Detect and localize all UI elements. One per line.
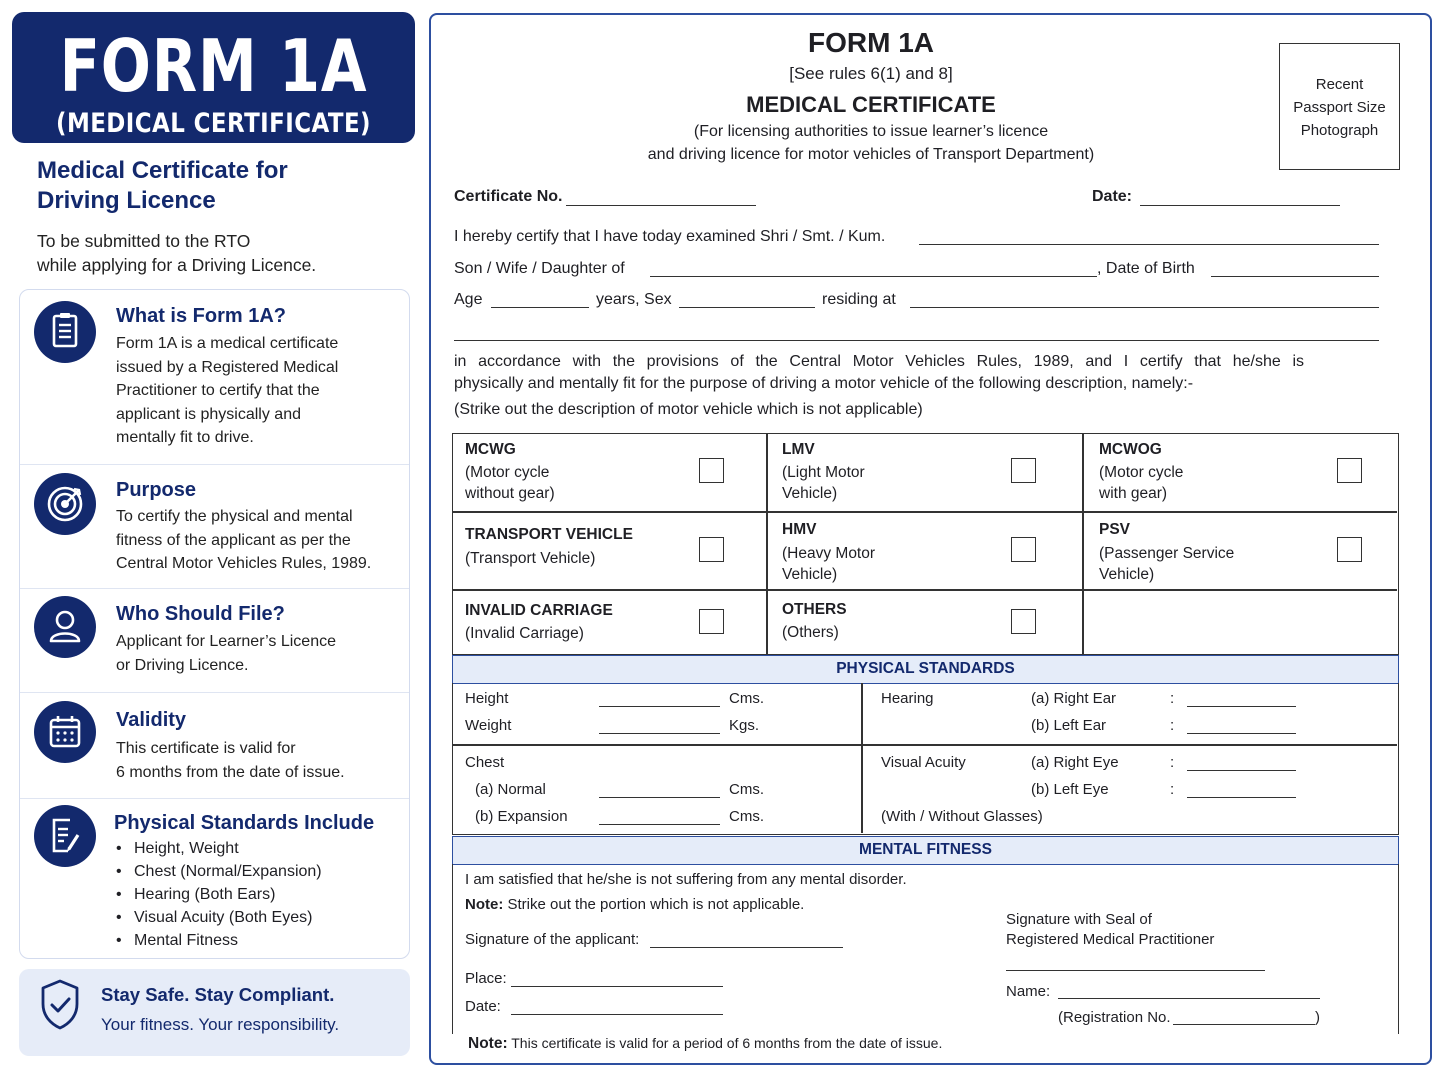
seal-label-line: Signature with Seal of [1006,911,1152,928]
practitioner-signature-field[interactable] [1006,970,1265,971]
vehicle-class-desc [465,462,665,504]
declaration-line: physically and mentally fit for the purpose of driving a motor vehicle of the following description, namely:- [454,375,1194,392]
desc-line: (Light Motor [782,464,865,481]
section-line: mentally fit to drive. [116,429,254,446]
examinee-name-field[interactable] [919,244,1379,245]
certificate-no-field[interactable] [566,205,756,206]
mental-fitness-section [452,864,1399,1034]
photo-label: Recent [1315,76,1364,93]
weight-field[interactable] [599,733,720,734]
desc-line: (Heavy Motor [782,545,876,562]
desc-line: with gear) [1099,485,1168,502]
panel-intro-line: while applying for a Driving Licence. [37,255,317,275]
left-ear-label: (b) Left Ear [1031,717,1107,734]
vehicle-class-name: OTHERS [782,601,847,618]
vehicle-class-name: LMV [782,441,815,458]
vehicle-class-name: MCWG [465,441,516,458]
section-title: Who Should File? [116,603,285,625]
seal-label-line: Registered Medical Practitioner [1006,931,1215,948]
date-label: Date: [1092,188,1133,205]
panel-heading-line: Medical Certificate for [37,157,288,184]
section-body [116,737,401,784]
section-line: Form 1A is a medical certificate [116,335,339,352]
registration-close: ) [1315,1009,1320,1026]
desc-line: (Motor cycle [465,464,550,481]
note-label: Note: [468,1035,508,1052]
strike-note: (Strike out the description of motor vehicle which is not applicable) [454,401,923,418]
compliance-banner [19,969,410,1056]
table-divider [453,511,1397,513]
left-eye-field[interactable] [1187,797,1296,798]
section-body [116,630,401,677]
chest-expansion-field[interactable] [599,824,720,825]
desc-line: Vehicle) [1099,566,1155,583]
age-label: Age [454,291,483,308]
vehicle-class-desc [465,623,665,644]
table-divider [1082,434,1084,654]
form-title-banner [12,12,415,143]
banner-title: FORM 1A [59,24,368,108]
section-title: Validity [116,709,187,731]
form-edit-icon [34,805,96,867]
colon: : [1170,690,1175,707]
address-field-line2[interactable] [454,340,1379,341]
vehicle-class-desc [465,548,665,569]
section-divider [453,744,1397,746]
note-label: Note: [465,896,504,913]
colon: : [1170,717,1175,734]
vehicle-class-name: MCWOG [1099,441,1162,458]
cms-unit: Cms. [729,690,764,707]
date-field[interactable] [511,1014,723,1015]
list-item: • Visual Acuity (Both Eyes) [116,906,322,929]
shield-check-icon [37,977,83,1033]
vehicle-class-desc [782,543,982,585]
colon: : [1170,754,1175,771]
desc-line: (Others) [782,624,839,641]
registration-no-field[interactable] [1173,1024,1315,1025]
mental-note [465,896,804,913]
standards-list [116,837,322,952]
name-label: Name: [1006,983,1051,1000]
banner-headline: Stay Safe. Stay Compliant. [101,984,335,1005]
panel-heading [37,156,397,216]
mental-statement: I am satisfied that he/she is not suffering from any mental disorder. [465,871,907,888]
age-field[interactable] [491,307,589,308]
vehicle-class-name: PSV [1099,521,1131,538]
list-item: • Chest (Normal/Expansion) [116,860,322,883]
relation-name-field[interactable] [650,276,1097,277]
section-line: To certify the physical and mental [116,508,353,525]
declaration-line: in accordance with the provisions of the Central Motor Vehicles Rules, 1989, and I certify that he/she is [454,353,1304,370]
date-field[interactable] [1140,205,1340,206]
mental-fitness-heading: MENTAL FITNESS [452,836,1399,865]
sex-label: years, Sex [596,291,672,308]
section-divider [861,683,863,833]
info-section-standards [20,799,409,960]
chest-label: Chest [465,754,505,771]
section-line: or Driving Licence. [116,656,249,674]
residing-label: residing at [822,291,896,308]
section-line: Central Motor Vehicles Rules, 1989. [116,555,372,572]
info-section-who [20,589,409,693]
practitioner-name-field[interactable] [1058,998,1320,999]
sex-field[interactable] [679,307,815,308]
left-eye-label: (b) Left Eye [1031,781,1109,798]
list-item: • Height, Weight [116,837,322,860]
document-icon [34,301,96,363]
right-ear-label: (a) Right Ear [1031,690,1117,707]
info-card [19,289,410,959]
section-title: What is Form 1A? [116,305,287,327]
desc-line: (Transport Vehicle) [465,550,596,567]
desc-line: Vehicle) [782,485,838,502]
panel-intro-line: To be submitted to the RTO [37,231,251,251]
date-label: Date: [465,998,501,1015]
dob-label: , Date of Birth [1097,260,1195,277]
chest-normal-label: (a) Normal [475,781,546,798]
desc-line: (Passenger Service [1099,545,1235,562]
vehicle-class-name: HMV [782,521,817,538]
cms-unit: Cms. [729,808,764,825]
section-line: 6 months from the date of issue. [116,763,345,781]
panel-heading-line: Driving Licence [37,187,216,214]
vehicle-class-desc [1099,462,1299,504]
photo-label: Photograph [1300,122,1379,139]
info-section-what [20,290,409,465]
left-ear-field[interactable] [1187,733,1296,734]
section-body [116,505,401,576]
panel-intro [37,229,397,277]
psv-checkbox[interactable] [1337,537,1362,562]
vehicle-class-desc [782,462,982,504]
vehicle-class-desc [782,622,982,643]
physical-standards-section [452,683,1399,835]
form-title: FORM 1A [808,27,934,58]
medical-certificate-form [429,13,1432,1065]
applicant-signature-field[interactable] [650,947,843,948]
list-item: • Hearing (Both Ears) [116,883,322,906]
place-field[interactable] [511,986,723,987]
desc-line: without gear) [465,485,555,502]
table-divider [453,589,1397,591]
certificate-no-label: Certificate No. [454,188,563,205]
info-section-validity [20,693,409,799]
section-line: issued by a Registered Medical [116,358,339,376]
transport-vehicle-checkbox[interactable] [699,537,724,562]
height-label: Height [465,690,509,707]
visual-acuity-label: Visual Acuity [881,754,966,771]
list-item: • Mental Fitness [116,929,322,952]
section-line: This certificate is valid for [116,740,296,757]
desc-line: (Motor cycle [1099,464,1184,481]
section-line: Applicant for Learner’s Licence [116,633,336,650]
note-text: Strike out the portion which is not applicable. [507,896,805,913]
kgs-unit: Kgs. [729,717,760,734]
others-checkbox[interactable] [1011,609,1036,634]
height-field[interactable] [599,706,720,707]
mcwog-checkbox[interactable] [1337,458,1362,483]
relation-label: Son / Wife / Daughter of [454,260,625,277]
desc-line: (Invalid Carriage) [465,625,584,642]
form-purpose-line: and driving licence for motor vehicles of Transport Department) [647,146,1095,163]
cms-unit: Cms. [729,781,764,798]
vehicle-class-name: INVALID CARRIAGE [465,602,613,619]
info-section-purpose [20,465,409,589]
vehicle-class-table [452,433,1399,655]
glasses-label: (With / Without Glasses) [881,808,1043,825]
registration-label: (Registration No. [1058,1009,1171,1026]
table-divider [766,434,768,654]
section-line: Practitioner to certify that the [116,382,320,399]
right-eye-label: (a) Right Eye [1031,754,1119,771]
section-title: Purpose [116,479,197,501]
address-field[interactable] [910,307,1379,308]
target-icon [34,473,96,535]
physical-standards-heading: PHYSICAL STANDARDS [452,655,1399,684]
photo-box[interactable] [1279,43,1400,170]
form-subtitle: MEDICAL CERTIFICATE [746,92,996,117]
person-icon [34,596,96,658]
chest-normal-field[interactable] [599,797,720,798]
section-title: Physical Standards Include [114,812,375,834]
chest-expansion-label: (b) Expansion [475,808,568,825]
colon: : [1170,781,1175,798]
banner-subtitle: (MEDICAL CERTIFICATE) [56,108,371,139]
certify-label: I hereby certify that I have today examined Shri / Smt. / Kum. [454,228,886,245]
validity-note [468,1035,942,1053]
photo-label: Passport Size [1293,99,1386,116]
banner-tagline: Your fitness. Your responsibility. [101,1015,340,1034]
calendar-icon [34,701,96,763]
weight-label: Weight [465,717,512,734]
hearing-label: Hearing [881,690,934,707]
vehicle-class-name: TRANSPORT VEHICLE [465,526,633,543]
lmv-checkbox[interactable] [1011,458,1036,483]
section-body [116,332,401,450]
section-line: applicant is physically and [116,405,301,423]
dob-field[interactable] [1211,276,1379,277]
right-eye-field[interactable] [1187,770,1296,771]
invalid-carriage-checkbox[interactable] [699,609,724,634]
desc-line: Vehicle) [782,566,838,583]
note-text: This certificate is valid for a period of 6 months from the date of issue. [511,1035,943,1051]
section-line: fitness of the applicant as per the [116,531,351,549]
hmv-checkbox[interactable] [1011,537,1036,562]
form-rules: [See rules 6(1) and 8] [789,64,953,83]
applicant-signature-label: Signature of the applicant: [465,931,640,948]
mcwg-checkbox[interactable] [699,458,724,483]
place-label: Place: [465,970,507,987]
vehicle-class-desc [1099,543,1299,585]
form-purpose-line: (For licensing authorities to issue learner’s licence [693,123,1049,140]
right-ear-field[interactable] [1187,706,1296,707]
